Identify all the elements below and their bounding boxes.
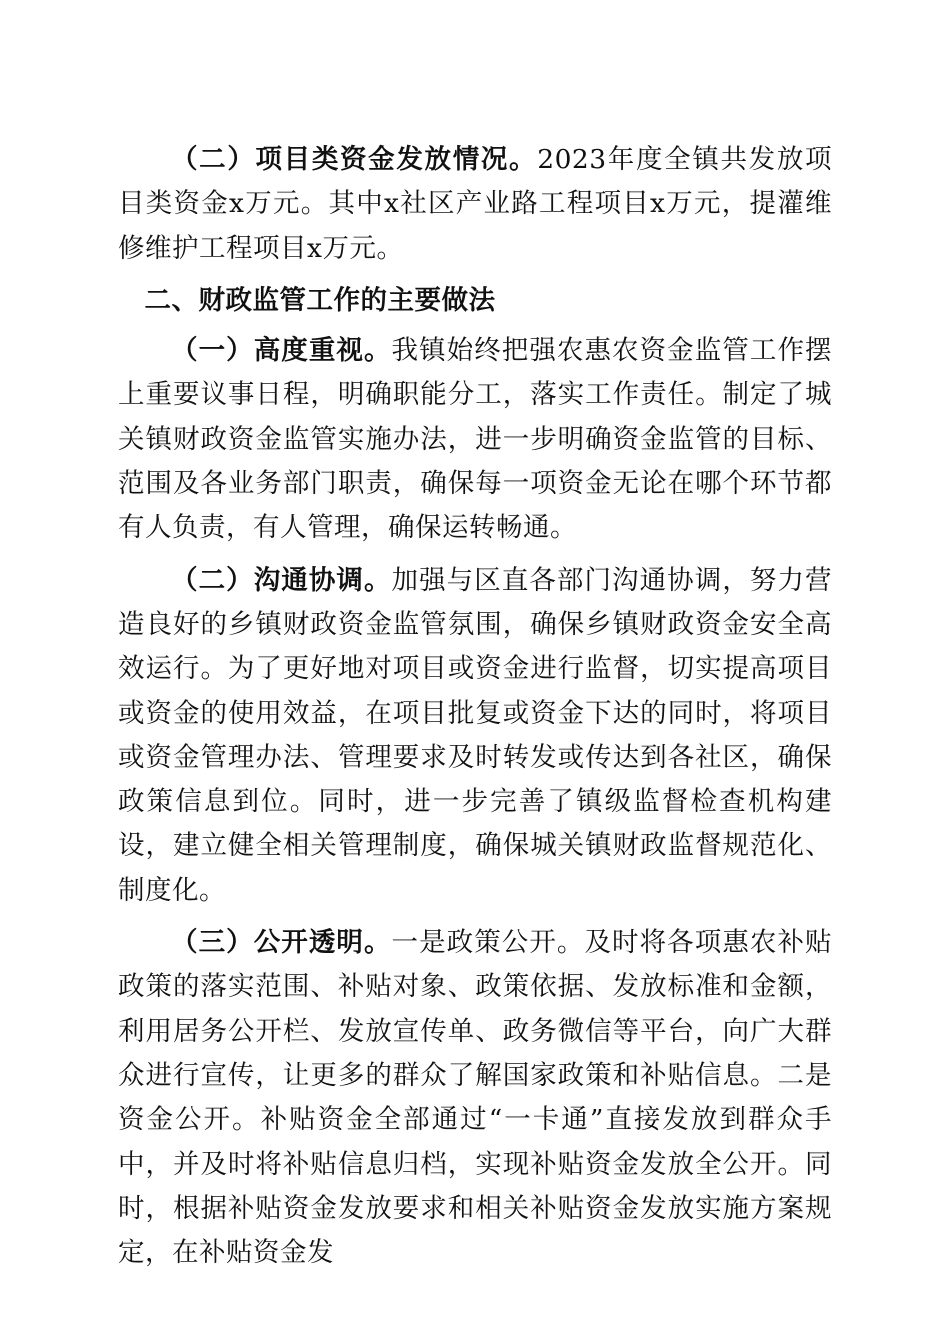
paragraph-lead: （三）公开透明。 bbox=[171, 927, 392, 959]
paragraph-lead: （二）沟通协调。 bbox=[171, 564, 392, 596]
paragraph-transparency bbox=[118, 921, 832, 1275]
paragraph-high-attention bbox=[118, 329, 832, 550]
section-heading: 二、财政监管工作的主要做法 bbox=[144, 284, 496, 316]
paragraph-body: 加强与区直各部门沟通协调，努力营造良好的乡镇财政资金监管氛围，确保乡镇财政资金安全高效运行。为了更好地对项目或资金进行监督，切实提高项目或资金的使用效益，在项目批复或资金下达的同时，将项目或资金管理办法、管理要求及时转发或传达到各社区，确保政策信息到位。同时，进一步完善了镇级监督检查机构建设，建立健全相关管理制度，确保城关镇财政监督规范化、制度化。 bbox=[118, 564, 833, 906]
paragraph-body: 2023年度全镇共发放项目类资金x万元。其中x社区产业路工程项目x万元，提灌维修维护工程项目x万元。 bbox=[118, 144, 832, 264]
paragraph-project-funds bbox=[118, 138, 832, 271]
paragraph-body: 我镇始终把强农惠农资金监管工作摆上重要议事日程，明确职能分工，落实工作责任。制定了城关镇财政资金监管实施办法，进一步明确资金监管的目标、范围及各业务部门职责，确保每一项资金无论在哪个环节都有人负责，有人管理，确保运转畅通。 bbox=[118, 335, 833, 544]
paragraph-communication bbox=[118, 559, 832, 913]
paragraph-lead: （二）项目类资金发放情况。 bbox=[171, 144, 538, 175]
paragraph-lead: （一）高度重视。 bbox=[171, 335, 392, 367]
paragraph-body: 一是政策公开。及时将各项惠农补贴政策的落实范围、补贴对象、政策依据、发放标准和金额，利用居务公开栏、发放宣传单、政务微信等平台，向广大群众进行宣传，让更多的群众了解国家政策和补贴信息。二是资金公开。补贴资金全部通过“一卡通”直接发放到群众手中，并及时将补贴信息归档，实现补贴资金发放全公开。同时，根据补贴资金发放要求和相关补贴资金发放实施方案规定，在补贴资金发 bbox=[118, 927, 833, 1269]
document-page bbox=[118, 138, 832, 1275]
